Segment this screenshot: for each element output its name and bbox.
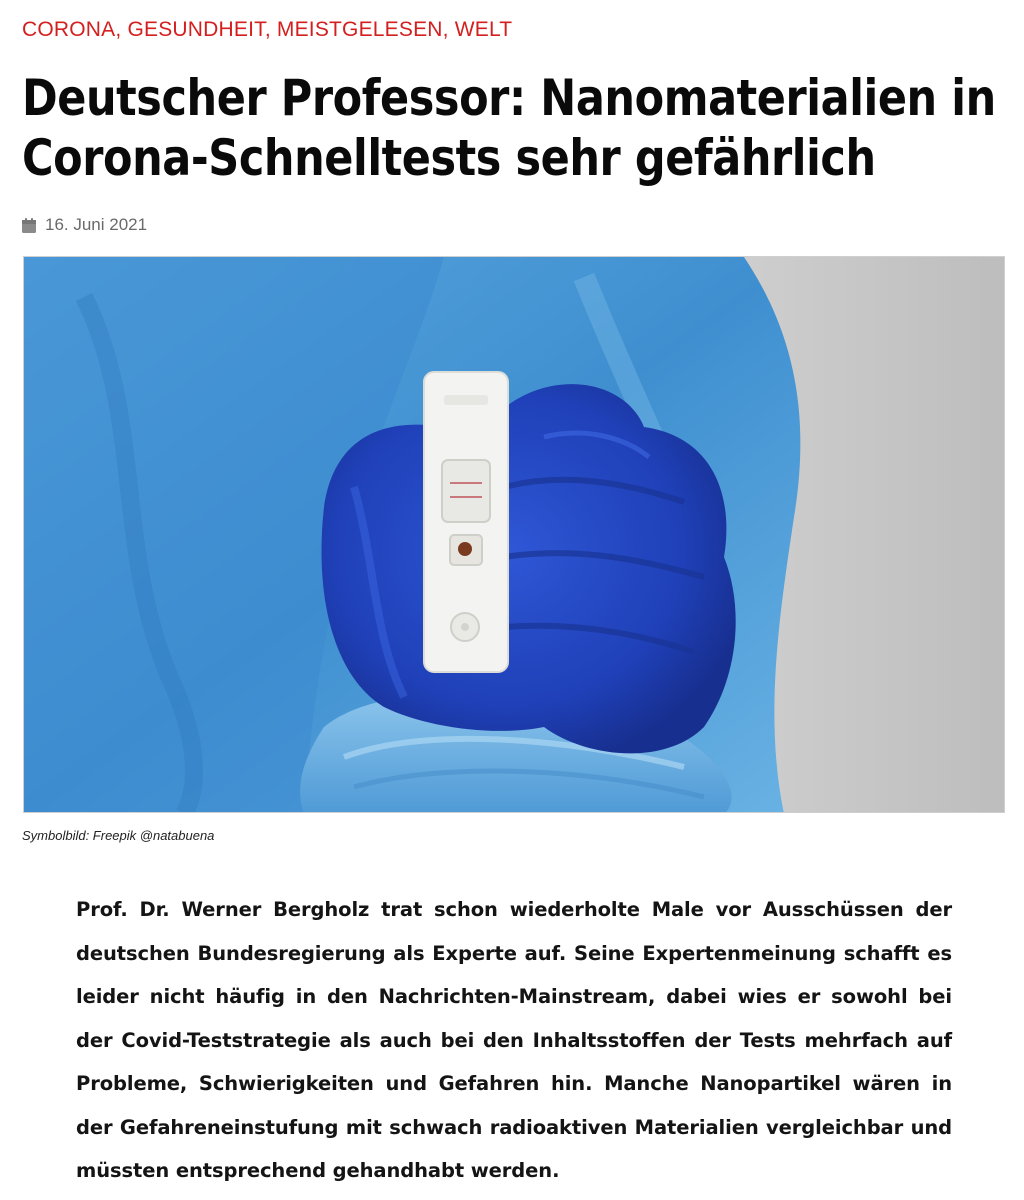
category-link-corona[interactable]: CORONA: [22, 18, 116, 41]
publish-date: 16. Juni 2021: [45, 215, 148, 234]
category-separator: ,: [442, 18, 455, 41]
article-title: Deutscher Professor: Nanomaterialien in Corona-Schnelltests sehr gefährlich: [22, 69, 996, 187]
article-lead-paragraph: Prof. Dr. Werner Bergholz trat schon wiederholte Male vor Ausschüssen der deutschen Bundesregierung als Experte auf. Seine Expertenmeinung schafft es leider nicht häufig in den Nachrichten-Mainstream, dabei wies er sowohl bei der Covid-Teststrategie als auch bei den Inhaltsstoffen der Tests mehrfach auf Probleme, Schwierigkeiten und Gefahren hin. Manche Nanopartikel wären in der Gefahreneinstufung mit schwach radioaktiven Materialien vergleichbar und müssten entsprechend gehandhabt werden.: [76, 898, 952, 1182]
category-links: [22, 18, 512, 42]
category-separator: ,: [264, 18, 277, 41]
article-meta: [22, 215, 147, 235]
article-hero-image: [23, 256, 1005, 813]
calendar-icon: [22, 218, 36, 233]
category-link-welt[interactable]: WELT: [454, 18, 513, 41]
category-separator: ,: [115, 18, 128, 41]
image-caption: Symbolbild: Freepik @natabuena: [22, 828, 215, 843]
category-link-gesundheit[interactable]: GESUNDHEIT: [127, 18, 265, 41]
rapid-test-photo: [24, 257, 1005, 813]
category-link-meistgelesen[interactable]: MEISTGELESEN: [276, 18, 443, 41]
